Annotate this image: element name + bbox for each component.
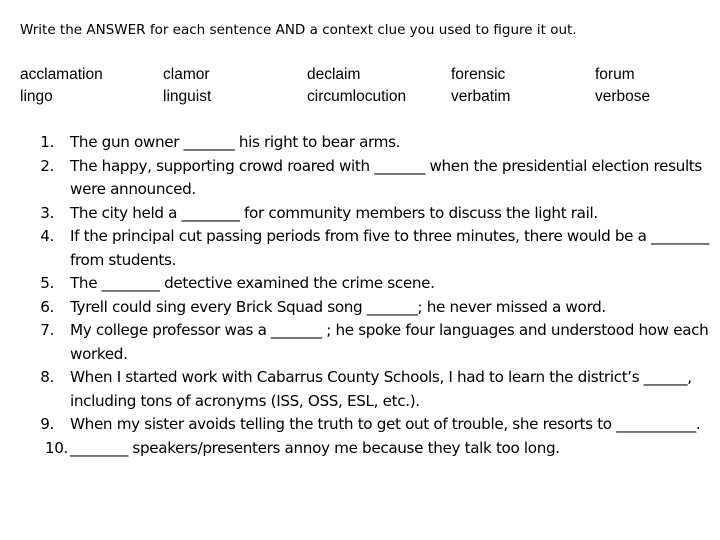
sentence-item [20,155,710,202]
sentence-number: 4. [40,227,54,245]
word-bank-word: verbose [595,88,651,105]
sentence-number: 5. [40,274,54,292]
sentence-text: Tyrell could sing every Brick Squad song _______; he never missed a word. [70,297,606,316]
sentence-text: ________ speakers/presenters annoy me because they talk too long. [70,438,560,457]
sentence-text: The ________ detective examined the crime scene. [70,274,435,292]
sentence-item [20,296,710,320]
sentence-item [20,272,710,296]
worksheet-instructions: Write the ANSWER for each sentence AND a context clue you used to figure it out. [20,22,577,38]
sentence-item [20,319,710,366]
sentence-number: 2. [40,156,54,175]
sentence-text: When I started work with Cabarrus County Schools, I had to learn the district’s ______, including tons of acronyms (ISS, OSS, ESL, etc.). [70,368,692,410]
word-bank [20,64,710,110]
sentence-text: The happy, supporting crowd roared with _______ when the presidential election results were announced. [70,156,702,198]
sentence-item [20,437,710,461]
word-bank-word: forum [595,66,635,83]
sentence-text: The gun owner _______ his right to bear arms. [70,133,401,151]
sentence-text: My college professor was a _______ ; he spoke four languages and understood how each worked. [70,321,709,363]
word-bank-column [595,64,650,108]
word-bank-word: declaim [307,66,361,83]
sentence-item [20,131,710,155]
word-bank-word: circumlocution [307,88,407,105]
sentence-list [20,131,710,460]
sentence-item [20,413,710,437]
sentence-number: 6. [40,297,54,316]
word-bank-column [163,64,211,108]
word-bank-word: linguist [163,88,212,105]
sentence-item [20,225,710,272]
word-bank-word: clamor [163,66,210,83]
sentence-item [20,202,710,226]
sentence-number: 3. [40,203,54,222]
word-bank-column [451,64,510,108]
word-bank-word: lingo [20,88,53,105]
sentence-text: When my sister avoids telling the truth to get out of trouble, she resorts to ___________. [70,415,701,433]
sentence-number: 9. [40,415,54,433]
sentence-number: 7. [40,321,54,339]
word-bank-word: acclamation [20,66,103,83]
word-bank-word: verbatim [451,88,511,105]
word-bank-column [307,64,406,108]
sentence-number: 8. [40,368,54,386]
sentence-text: If the principal cut passing periods from five to three minutes, there would be a ________ from students. [70,227,710,269]
sentence-text: The city held a ________ for community members to discuss the light rail. [70,203,598,222]
word-bank-column [20,64,103,108]
sentence-number: 10. [44,438,68,457]
word-bank-word: forensic [451,66,506,83]
sentence-number: 1. [40,133,54,151]
sentence-item [20,366,710,413]
